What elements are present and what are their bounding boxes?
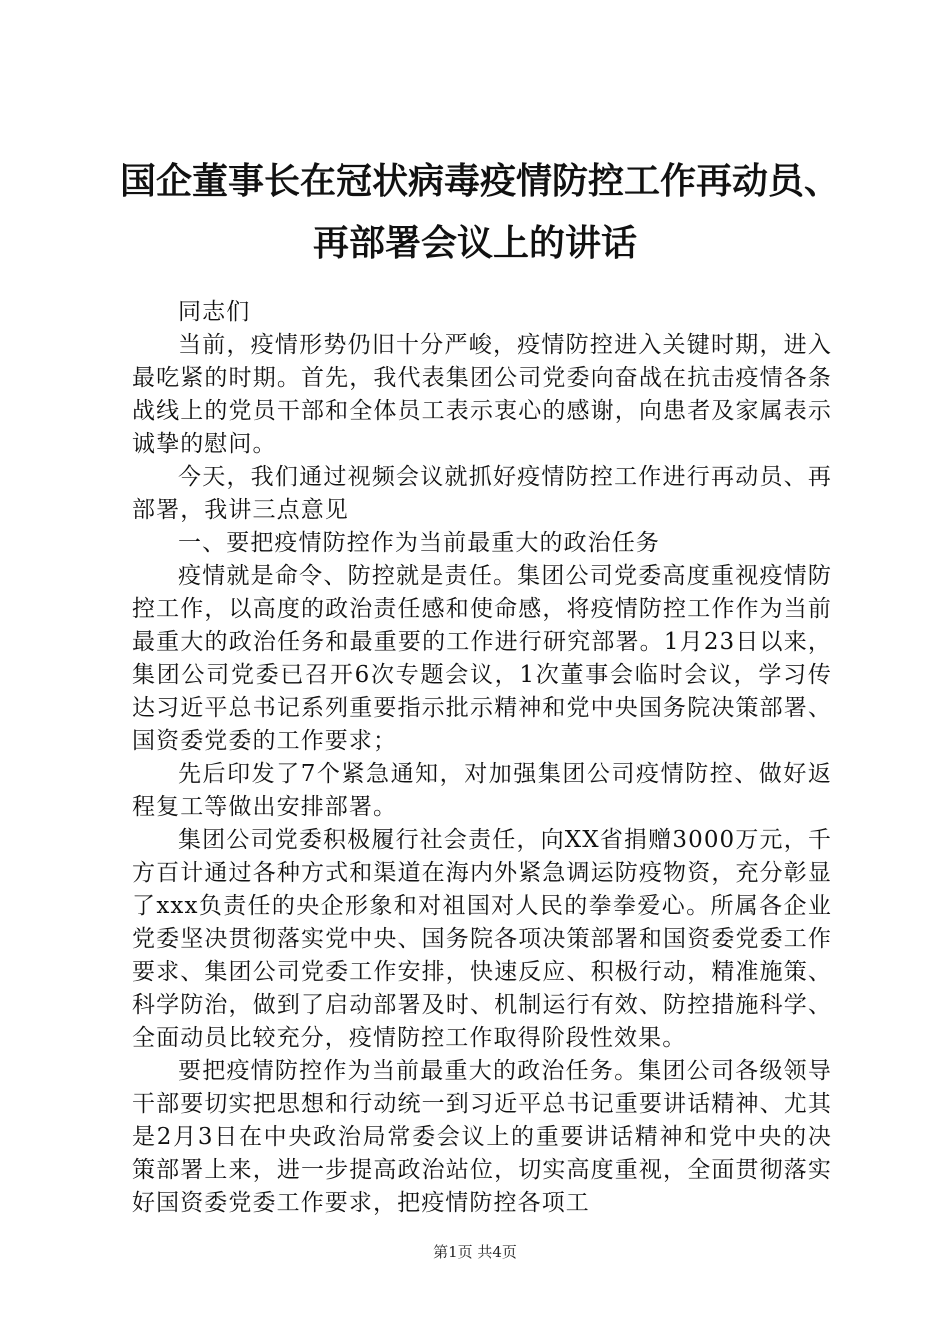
page-footer: 第1页 共4页 bbox=[433, 1243, 517, 1261]
section-heading: 一、要把疫情防控作为当前最重大的政治任务 bbox=[178, 530, 660, 556]
salutation: 同志们 bbox=[178, 299, 251, 325]
document-title-line-2: 再部署会议上的讲话 bbox=[312, 223, 637, 264]
body-paragraph: 要把疫情防控作为当前最重大的政治任务。集团公司各级领导干部要切实把思想和行动统一到习近平总书记重要讲话精神、尤其是2月3日在中央政治局常委会议上的重要讲话精神和党中央的决策部署上来，进一步提高政治站位，切实高度重视，全面贯彻落实好国资委党委工作要求，把疫情防控各项工 bbox=[132, 1058, 832, 1216]
body-paragraph: 今天，我们通过视频会议就抓好疫情防控工作进行再动员、再部署，我讲三点意见 bbox=[132, 464, 832, 523]
body-paragraph: 疫情就是命令、防控就是责任。集团公司党委高度重视疫情防控工作，以高度的政治责任感和使命感，将疫情防控工作作为当前最重大的政治任务和最重要的工作进行研究部署。1月23日以来，集团公司党委已召开6次专题会议，1次董事会临时会议，学习传达习近平总书记系列重要指示批示精神和党中央国务院决策部署、国资委党委的工作要求； bbox=[132, 563, 832, 754]
body-paragraph: 集团公司党委积极履行社会责任，向XX省捐赠3000万元，千方百计通过各种方式和渠道在海内外紧急调运防疫物资，充分彰显了xxx负责任的央企形象和对祖国对人民的拳拳爱心。所属各企业党委坚决贯彻落实党中央、国务院各项决策部署和国资委党委工作要求、集团公司党委工作安排，快速反应、积极行动，精准施策、科学防治，做到了启动部署及时、机制运行有效、防控措施科学、全面动员比较充分，疫情防控工作取得阶段性效果。 bbox=[132, 827, 832, 1051]
body-paragraph: 当前，疫情形势仍旧十分严峻，疫情防控进入关键时期，进入最吃紧的时期。首先，我代表集团公司党委向奋战在抗击疫情各条战线上的党员干部和全体员工表示衷心的感谢，向患者及家属表示诚挚的慰问。 bbox=[132, 332, 832, 457]
document-title-line-1: 国企董事长在冠状病毒疫情防控工作再动员、 bbox=[120, 161, 841, 202]
body-paragraph: 先后印发了7个紧急通知，对加强集团公司疫情防控、做好返程复工等做出安排部署。 bbox=[132, 761, 832, 820]
document-body bbox=[132, 296, 832, 1220]
